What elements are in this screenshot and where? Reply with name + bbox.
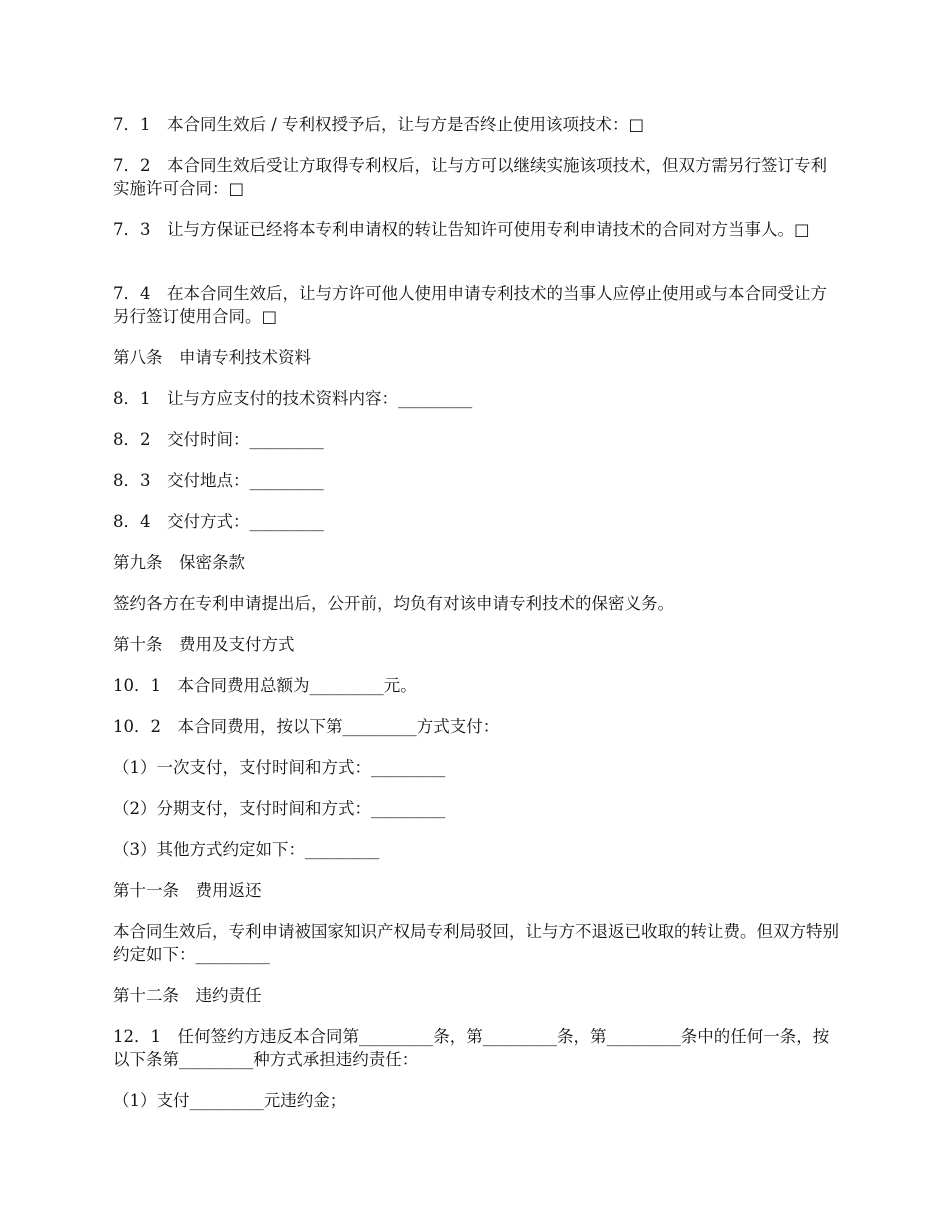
- clause-8-1: 8．1 让与方应支付的技术资料内容：_________: [113, 389, 473, 408]
- payment-option-2: （2）分期支付，支付时间和方式：_________: [113, 799, 446, 818]
- clause-7-2: 7．2 本合同生效后受让方取得专利权后，让与方可以继续实施该项技术，但双方需另行签订专利实施许可合同：□: [113, 156, 827, 198]
- payment-option-3: （3）其他方式约定如下：_________: [113, 840, 380, 859]
- clause-10-1: 10．1 本合同费用总额为_________元。: [113, 676, 417, 695]
- clause-12-1: 12．1 任何签约方违反本合同第_________条，第_________条，第_________条中的任何一条，按以下条第_________种方式承担违约责任：: [113, 1027, 830, 1069]
- clause-8-3: 8．3 交付地点：_________: [113, 471, 324, 490]
- clause-7-3: 7．3 让与方保证已经将本专利申请权的转让告知许可使用专利申请技术的合同对方当事人。□: [113, 220, 810, 239]
- article-11-body: 本合同生效后，专利申请被国家知识产权局专利局驳回，让与方不退返已收取的转让费。但双方特别约定如下：_________: [113, 922, 839, 964]
- article-9-body: 签约各方在专利申请提出后，公开前，均负有对该申请专利技术的保密义务。: [113, 594, 674, 613]
- document-page: [113, 113, 839, 1130]
- clause-7-1: 7．1 本合同生效后 / 专利权授予后，让与方是否终止使用该项技术：□: [113, 115, 645, 134]
- penalty-option-1: （1）支付_________元违约金；: [113, 1091, 347, 1110]
- article-9-heading: 第九条 保密条款: [113, 553, 245, 572]
- payment-option-1: （1）一次支付，支付时间和方式：_________: [113, 758, 446, 777]
- clause-7-4: 7．4 在本合同生效后，让与方许可他人使用申请专利技术的当事人应停止使用或与本合同受让方另行签订使用合同。□: [113, 284, 827, 326]
- clause-8-4: 8．4 交付方式：_________: [113, 512, 324, 531]
- article-11-heading: 第十一条 费用返还: [113, 881, 262, 900]
- clause-10-2: 10．2 本合同费用，按以下第_________方式支付：: [113, 717, 500, 736]
- clause-8-2: 8．2 交付时间：_________: [113, 430, 324, 449]
- article-8-heading: 第八条 申请专利技术资料: [113, 348, 311, 367]
- article-12-heading: 第十二条 违约责任: [113, 986, 262, 1005]
- article-10-heading: 第十条 费用及支付方式: [113, 635, 295, 654]
